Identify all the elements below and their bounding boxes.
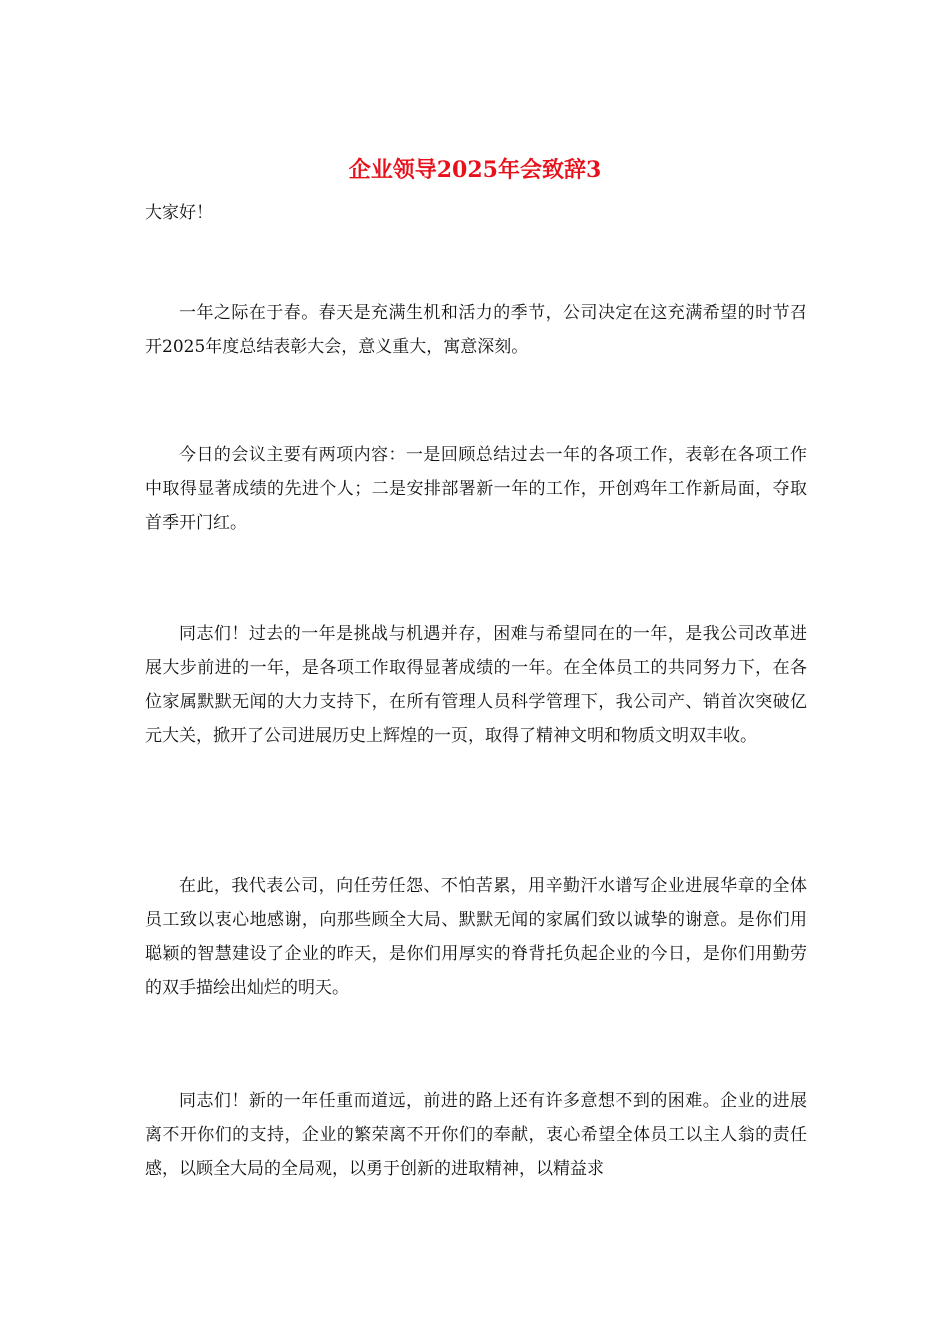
paragraph-3: 同志们！过去的一年是挑战与机遇并存，困难与希望同在的一年，是我公司改革进展大步前进的一年，是各项工作取得显著成绩的一年。在全体员工的共同努力下，在各位家属默默无闻的大力支持下，在所有管理人员科学管理下，我公司产、销首次突破亿元大关，掀开了公司进展历史上辉煌的一页，取得了精神文明和物质文明双丰收。 — [145, 624, 807, 746]
paragraph-1: 一年之际在于春。春天是充满生机和活力的季节，公司决定在这充满希望的时节召开2025年度总结表彰大会，意义重大，寓意深刻。 — [145, 303, 807, 357]
paragraph-4: 在此，我代表公司，向任劳任怨、不怕苦累，用辛勤汗水谱写企业进展华章的全体员工致以衷心地感谢，向那些顾全大局、默默无闻的家属们致以诚挚的谢意。是你们用聪颖的智慧建设了企业的昨天，是你们用厚实的脊背托负起企业的今日，是你们用勤劳的双手描绘出灿烂的明天。 — [145, 876, 807, 998]
paragraph-2: 今日的会议主要有两项内容：一是回顾总结过去一年的各项工作，表彰在各项工作中取得显著成绩的先进个人；二是安排部署新一年的工作，开创鸡年工作新局面，夺取首季开门红。 — [145, 445, 807, 533]
document-title: 企业领导2025年会致辞3 — [348, 157, 602, 183]
greeting-text: 大家好！ — [145, 203, 213, 223]
paragraph-5: 同志们！新的一年任重而道远，前进的路上还有许多意想不到的困难。企业的进展离不开你们的支持，企业的繁荣离不开你们的奉献，衷心希望全体员工以主人翁的责任感，以顾全大局的全局观，以勇于创新的进取精神，以精益求 — [145, 1091, 807, 1179]
